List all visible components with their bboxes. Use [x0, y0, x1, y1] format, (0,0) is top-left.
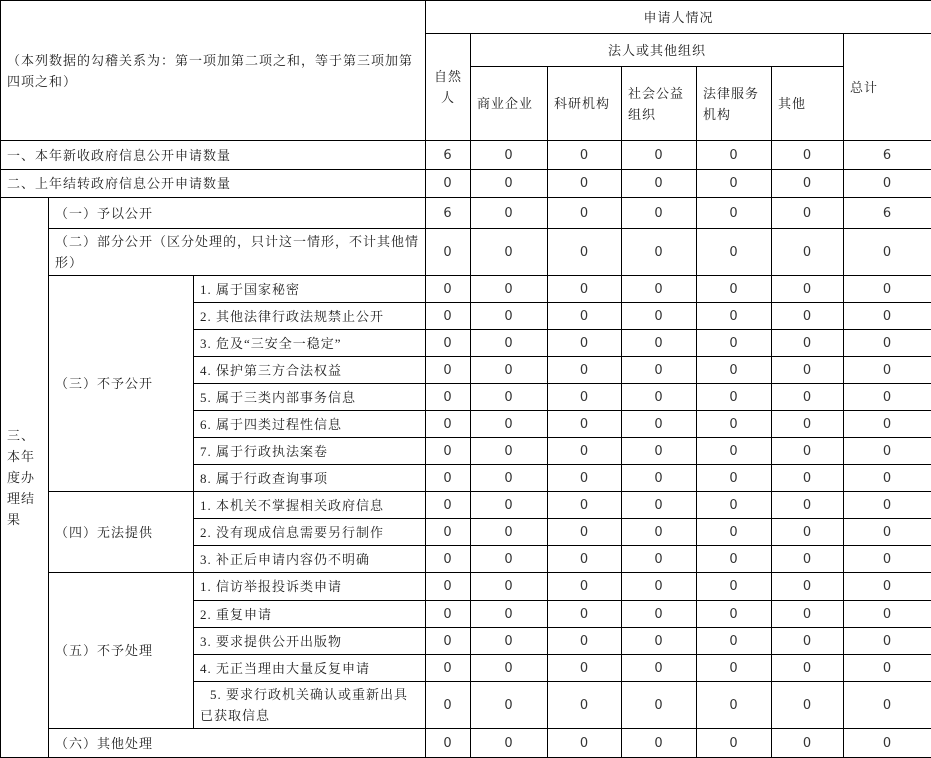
value-cell: 0 [548, 729, 622, 758]
row-label-new-requests: 一、本年新收政府信息公开申请数量 [1, 141, 426, 170]
col-header-research-institution: 科研机构 [548, 67, 622, 141]
value-cell: 0 [844, 573, 931, 601]
value-cell: 0 [772, 438, 844, 465]
value-cell: 0 [426, 601, 471, 628]
value-cell: 0 [844, 492, 931, 519]
col-header-legal-service-org: 法律服务机构 [697, 67, 772, 141]
item-label-process-info: 6. 属于四类过程性信息 [194, 411, 426, 438]
value-cell: 0 [622, 729, 697, 758]
legal-org-group-header: 法人或其他组织 [471, 34, 844, 67]
value-cell: 0 [548, 411, 622, 438]
value-cell: 0 [697, 492, 772, 519]
value-cell: 0 [622, 573, 697, 601]
value-cell: 0 [697, 229, 772, 276]
value-cell: 0 [548, 198, 622, 229]
value-cell: 0 [844, 384, 931, 411]
value-cell: 0 [471, 330, 548, 357]
value-cell: 0 [844, 519, 931, 546]
value-cell: 0 [548, 141, 622, 170]
item-label-administrative-inquiry: 8. 属于行政查询事项 [194, 465, 426, 492]
header-row-1 [1, 1, 931, 34]
value-cell: 0 [697, 729, 772, 758]
section-label-annual-processing-results: 三、本年度办理结果 [1, 198, 49, 758]
reconciliation-note: （本列数据的勾稽关系为：第一项加第二项之和，等于第三项加第四项之和） [1, 1, 426, 141]
value-cell: 0 [471, 303, 548, 330]
value-cell: 0 [426, 628, 471, 655]
value-cell: 0 [844, 546, 931, 573]
value-cell: 0 [844, 303, 931, 330]
value-cell: 0 [697, 141, 772, 170]
col-header-natural-person: 自然人 [426, 34, 471, 141]
value-cell: 6 [844, 141, 931, 170]
value-cell: 0 [548, 438, 622, 465]
value-cell: 0 [548, 276, 622, 303]
value-cell: 0 [772, 229, 844, 276]
table-row [1, 492, 931, 519]
value-cell: 0 [697, 170, 772, 198]
value-cell: 0 [697, 438, 772, 465]
item-label-confirm-or-reissue-obtained-info: 5. 要求行政机关确认或重新出具已获取信息 [194, 682, 426, 729]
value-cell: 0 [772, 492, 844, 519]
value-cell: 0 [548, 601, 622, 628]
value-cell: 0 [548, 546, 622, 573]
col-header-public-welfare-org: 社会公益组织 [622, 67, 697, 141]
value-cell: 0 [844, 729, 931, 758]
value-cell: 0 [471, 729, 548, 758]
value-cell: 0 [471, 141, 548, 170]
value-cell: 0 [772, 546, 844, 573]
table-row [1, 170, 931, 198]
value-cell: 0 [471, 438, 548, 465]
value-cell: 0 [622, 229, 697, 276]
value-cell: 0 [622, 519, 697, 546]
value-cell: 0 [622, 492, 697, 519]
value-cell: 0 [622, 546, 697, 573]
value-cell: 0 [622, 411, 697, 438]
value-cell: 0 [697, 519, 772, 546]
value-cell: 0 [471, 229, 548, 276]
value-cell: 0 [471, 601, 548, 628]
value-cell: 0 [622, 198, 697, 229]
value-cell: 0 [548, 465, 622, 492]
value-cell: 0 [548, 357, 622, 384]
value-cell: 0 [471, 492, 548, 519]
value-cell: 0 [426, 229, 471, 276]
value-cell: 0 [772, 519, 844, 546]
value-cell: 0 [844, 357, 931, 384]
col-header-total: 总计 [844, 34, 931, 141]
value-cell: 0 [548, 573, 622, 601]
value-cell: 0 [697, 384, 772, 411]
item-label-third-party-rights: 4. 保护第三方合法权益 [194, 357, 426, 384]
value-cell: 0 [471, 519, 548, 546]
value-cell: 0 [471, 170, 548, 198]
item-label-still-unclear-after-correction: 3. 补正后申请内容仍不明确 [194, 546, 426, 573]
value-cell: 0 [772, 276, 844, 303]
value-cell: 0 [622, 628, 697, 655]
value-cell: 0 [548, 628, 622, 655]
value-cell: 0 [772, 601, 844, 628]
value-cell: 0 [697, 655, 772, 682]
value-cell: 0 [471, 465, 548, 492]
item-label-enforcement-files: 7. 属于行政执法案卷 [194, 438, 426, 465]
value-cell: 0 [622, 276, 697, 303]
value-cell: 0 [772, 198, 844, 229]
item-label-petition-complaint-request: 1. 信访举报投诉类申请 [194, 573, 426, 601]
value-cell: 0 [548, 330, 622, 357]
value-cell: 0 [548, 303, 622, 330]
value-cell: 0 [426, 303, 471, 330]
value-cell: 0 [697, 198, 772, 229]
value-cell: 0 [844, 330, 931, 357]
table-row [1, 729, 931, 758]
value-cell: 0 [471, 682, 548, 729]
value-cell: 0 [697, 411, 772, 438]
value-cell: 0 [426, 519, 471, 546]
value-cell: 0 [844, 682, 931, 729]
value-cell: 0 [622, 357, 697, 384]
row-label-granted-disclosure: （一）予以公开 [49, 198, 426, 229]
value-cell: 0 [426, 573, 471, 601]
group-label-unable-to-provide: （四）无法提供 [49, 492, 194, 573]
value-cell: 0 [426, 276, 471, 303]
item-label-not-held-by-agency: 1. 本机关不掌握相关政府信息 [194, 492, 426, 519]
value-cell: 0 [426, 465, 471, 492]
value-cell: 0 [548, 384, 622, 411]
value-cell: 0 [622, 303, 697, 330]
value-cell: 0 [471, 411, 548, 438]
col-header-other: 其他 [772, 67, 844, 141]
value-cell: 0 [471, 384, 548, 411]
value-cell: 0 [772, 330, 844, 357]
value-cell: 0 [844, 411, 931, 438]
value-cell: 0 [844, 229, 931, 276]
value-cell: 0 [772, 357, 844, 384]
value-cell: 0 [426, 357, 471, 384]
value-cell: 0 [772, 303, 844, 330]
item-label-unjustified-repeated-requests: 4. 无正当理由大量反复申请 [194, 655, 426, 682]
value-cell: 0 [772, 170, 844, 198]
item-label-needs-separate-production: 2. 没有现成信息需要另行制作 [194, 519, 426, 546]
value-cell: 0 [772, 682, 844, 729]
value-cell: 0 [697, 465, 772, 492]
value-cell: 6 [426, 141, 471, 170]
group-label-not-processed: （五）不予处理 [49, 573, 194, 729]
value-cell: 0 [697, 357, 772, 384]
value-cell: 0 [622, 655, 697, 682]
value-cell: 0 [471, 628, 548, 655]
value-cell: 0 [772, 628, 844, 655]
value-cell: 0 [844, 628, 931, 655]
value-cell: 0 [548, 229, 622, 276]
table-row [1, 198, 931, 229]
value-cell: 0 [622, 601, 697, 628]
value-cell: 0 [426, 411, 471, 438]
value-cell: 0 [426, 330, 471, 357]
value-cell: 0 [772, 384, 844, 411]
value-cell: 0 [622, 438, 697, 465]
value-cell: 6 [844, 198, 931, 229]
value-cell: 0 [697, 601, 772, 628]
table-row [1, 573, 931, 601]
value-cell: 0 [697, 276, 772, 303]
value-cell: 0 [697, 303, 772, 330]
item-label-request-published-materials: 3. 要求提供公开出版物 [194, 628, 426, 655]
item-label-state-secret: 1. 属于国家秘密 [194, 276, 426, 303]
table-row [1, 276, 931, 303]
value-cell: 0 [622, 141, 697, 170]
item-label-endanger-security-stability: 3. 危及“三安全一稳定” [194, 330, 426, 357]
value-cell: 0 [844, 438, 931, 465]
item-label-repeated-request: 2. 重复申请 [194, 601, 426, 628]
value-cell: 0 [844, 601, 931, 628]
applicant-situation-header: 申请人情况 [426, 1, 931, 34]
value-cell: 0 [548, 519, 622, 546]
row-label-partial-disclosure: （二）部分公开（区分处理的，只计这一情形，不计其他情形） [49, 229, 426, 276]
value-cell: 0 [426, 546, 471, 573]
value-cell: 0 [697, 330, 772, 357]
value-cell: 0 [772, 411, 844, 438]
value-cell: 0 [772, 141, 844, 170]
value-cell: 0 [697, 573, 772, 601]
value-cell: 0 [548, 655, 622, 682]
value-cell: 0 [426, 170, 471, 198]
value-cell: 0 [548, 492, 622, 519]
item-label-law-prohibited: 2. 其他法律行政法规禁止公开 [194, 303, 426, 330]
value-cell: 0 [471, 198, 548, 229]
value-cell: 0 [426, 682, 471, 729]
value-cell: 6 [426, 198, 471, 229]
value-cell: 0 [426, 492, 471, 519]
col-header-commercial-enterprise: 商业企业 [471, 67, 548, 141]
value-cell: 0 [548, 682, 622, 729]
row-label-other-processing: （六）其他处理 [49, 729, 426, 758]
value-cell: 0 [772, 465, 844, 492]
value-cell: 0 [426, 655, 471, 682]
value-cell: 0 [471, 573, 548, 601]
value-cell: 0 [844, 276, 931, 303]
value-cell: 0 [548, 170, 622, 198]
value-cell: 0 [471, 357, 548, 384]
value-cell: 0 [772, 729, 844, 758]
value-cell: 0 [697, 546, 772, 573]
value-cell: 0 [844, 170, 931, 198]
value-cell: 0 [622, 384, 697, 411]
value-cell: 0 [426, 438, 471, 465]
value-cell: 0 [844, 655, 931, 682]
value-cell: 0 [471, 655, 548, 682]
value-cell: 0 [622, 330, 697, 357]
value-cell: 0 [697, 682, 772, 729]
value-cell: 0 [622, 465, 697, 492]
value-cell: 0 [471, 276, 548, 303]
value-cell: 0 [697, 628, 772, 655]
value-cell: 0 [844, 465, 931, 492]
item-label-internal-affairs-info: 5. 属于三类内部事务信息 [194, 384, 426, 411]
value-cell: 0 [622, 170, 697, 198]
value-cell: 0 [426, 384, 471, 411]
row-label-carried-over-requests: 二、上年结转政府信息公开申请数量 [1, 170, 426, 198]
value-cell: 0 [772, 573, 844, 601]
table-row [1, 229, 931, 276]
value-cell: 0 [622, 682, 697, 729]
value-cell: 0 [772, 655, 844, 682]
value-cell: 0 [426, 729, 471, 758]
value-cell: 0 [471, 546, 548, 573]
table-row [1, 141, 931, 170]
group-label-refused-disclosure: （三）不予公开 [49, 276, 194, 492]
